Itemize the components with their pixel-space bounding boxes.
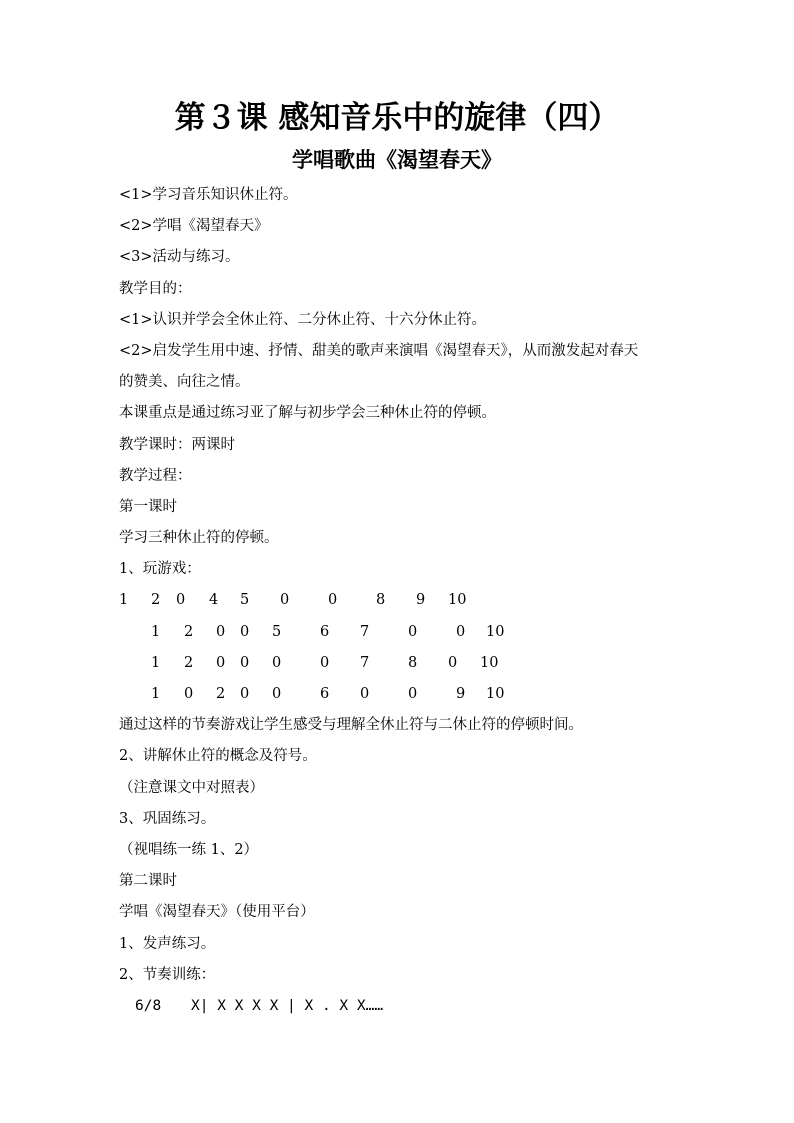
text-line: <2>启发学生用中速、抒情、甜美的歌声来演唱《渴望春天》，从而激发起对春天	[119, 342, 639, 359]
game-number: 0	[408, 623, 418, 640]
text-line: 的赞美、向往之情。	[119, 374, 250, 391]
game-number: 9	[416, 592, 426, 609]
text-line: 1、玩游戏：	[119, 561, 201, 578]
game-number: 5	[240, 592, 250, 609]
game-number: 10	[480, 654, 499, 671]
text-line: 3、巩固练习。	[119, 810, 216, 827]
game-number: 1	[119, 592, 129, 609]
text-line: （注意课文中对照表）	[119, 779, 264, 796]
page-subtitle: 学唱歌曲《渴望春天》	[292, 147, 502, 172]
game-number: 7	[360, 654, 370, 671]
text-line: 第二课时	[119, 873, 177, 890]
game-number: 0	[240, 686, 250, 702]
game-number: 0	[360, 686, 370, 702]
game-number: 9	[456, 686, 466, 702]
game-number: 7	[360, 623, 370, 640]
game-number: 2	[184, 623, 194, 640]
game-number: 0	[408, 686, 418, 702]
text-line: 2、讲解休止符的概念及符号。	[119, 748, 317, 765]
text-line: 2、节奏训练：	[119, 966, 216, 983]
game-number: 0	[184, 686, 194, 702]
game-number: 2	[151, 592, 161, 609]
rhythm-meter: 6/8	[135, 997, 162, 1014]
game-number: 2	[216, 686, 226, 702]
game-number: 6	[320, 623, 330, 640]
game-number: 5	[272, 623, 282, 640]
game-number: 0	[320, 654, 330, 671]
game-number: 1	[151, 654, 161, 671]
text-line: <1>学习音乐知识休止符。	[119, 187, 298, 203]
text-line: 教学课时：两课时	[119, 436, 235, 453]
game-number: 0	[328, 592, 338, 609]
game-number: 10	[448, 592, 467, 609]
rhythm-notation	[119, 991, 699, 1022]
text-line: 教学过程：	[119, 467, 192, 484]
game-number: 8	[408, 654, 418, 671]
text-line: （视唱练一练 1、2）	[119, 841, 259, 858]
text-line: 通过这样的节奏游戏让学生感受与理解全休止符与二休止符的停顿时间。	[119, 717, 583, 734]
game-row	[119, 617, 699, 648]
text-line: 第一课时	[119, 498, 177, 515]
game-row	[119, 679, 699, 710]
text-line: <2>学唱《渴望春天》	[119, 218, 269, 235]
game-number: 8	[376, 592, 386, 609]
game-number: 0	[272, 686, 282, 702]
game-row	[119, 585, 699, 616]
text-line: <3>活动与练习。	[119, 249, 240, 266]
game-number: 0	[240, 623, 250, 640]
game-number: 0	[280, 592, 290, 609]
text-line: 本课重点是通过练习亚了解与初步学会三种休止符的停顿。	[119, 405, 496, 422]
text-line: 学唱《渴望春天》（使用平台）	[119, 904, 315, 921]
game-row	[119, 648, 699, 679]
game-number: 0	[176, 592, 186, 609]
text-line: 学习三种休止符的停顿。	[119, 530, 279, 547]
game-number: 10	[486, 686, 505, 702]
game-number: 0	[272, 654, 282, 671]
game-number: 0	[456, 623, 466, 640]
game-number: 0	[448, 654, 458, 671]
document-body	[119, 180, 699, 1022]
rhythm-pattern: X| X X X X | X . X X……	[191, 997, 384, 1014]
text-line: 1、发声练习。	[119, 935, 216, 952]
game-number: 0	[240, 654, 250, 671]
game-number: 6	[320, 686, 330, 702]
game-number: 4	[209, 592, 219, 609]
text-line: 教学目的：	[119, 280, 192, 297]
page-title: 第３课 感知音乐中的旋律（四）	[174, 100, 620, 136]
game-number: 2	[184, 654, 194, 671]
game-number: 1	[151, 623, 161, 640]
text-line: <1>认识并学会全休止符、二分休止符、十六分休止符。	[119, 311, 487, 328]
game-number: 0	[216, 623, 226, 640]
game-number: 1	[151, 686, 161, 702]
game-number: 10	[486, 623, 505, 640]
game-number: 0	[216, 654, 226, 671]
